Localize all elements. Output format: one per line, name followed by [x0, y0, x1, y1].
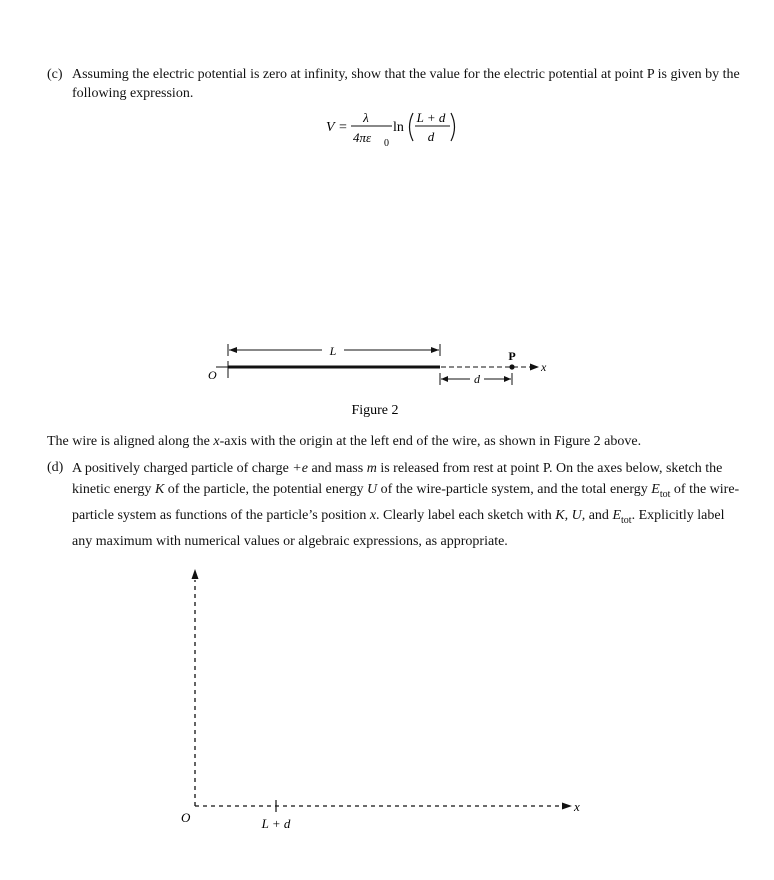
- mass-symbol: m: [366, 461, 377, 476]
- figure-caption: Figure 2: [351, 403, 399, 418]
- gap-length-label: d: [474, 372, 480, 386]
- charge-symbol: +e: [292, 461, 308, 476]
- wire-sentence-x: x: [213, 434, 220, 449]
- part-d-label: (d): [47, 460, 64, 475]
- wire-sentence-before: The wire is aligned along the: [47, 434, 214, 449]
- k-symbol: K: [154, 482, 165, 497]
- l-plus-d-label: L + d: [261, 816, 291, 831]
- u-symbol: U: [366, 482, 378, 497]
- arg-denominator: d: [427, 129, 435, 144]
- point-p-label: P: [508, 349, 516, 363]
- coef-denominator: 4πε: [353, 130, 372, 145]
- part-c-text: Assuming the electric potential is zero at infinity, show that the value for the electric potential at point P is given by the following expression.: [72, 67, 740, 101]
- figure-x-label: x: [541, 360, 547, 374]
- energy-axis-arrow: [192, 569, 199, 579]
- part-d-t9: . Explicitly label any maximum with numerical values or algebraic expressions, as appropriate.: [72, 507, 725, 549]
- equation-equals: =: [339, 120, 347, 135]
- part-d-t7: . Clearly label each sketch with: [376, 507, 556, 523]
- e-tot-symbol: E: [651, 482, 660, 497]
- figure-origin-label: O: [208, 368, 217, 382]
- axes-origin-label: O: [181, 810, 191, 825]
- part-d-t6: of the wire-particle system as functions of the particle’s position: [72, 482, 740, 523]
- coef-numerator: λ: [363, 110, 369, 125]
- x-symbol: x: [369, 507, 377, 523]
- wire-sentence-after: -axis with the origin at the left end of the wire, as shown in Figure 2 above.: [219, 434, 642, 449]
- e-tot-subscript-2: tot: [621, 514, 632, 526]
- coef-denominator-sub: 0: [384, 138, 389, 149]
- part-d-t1: A positively charged particle of charge: [72, 461, 293, 476]
- part-d-t2: and mass: [307, 461, 367, 476]
- part-d-t5: of the wire-particle system, and the total energy: [377, 482, 652, 497]
- part-d-t3: is released from rest at point P. On the axes below, sketch the kinetic energy: [72, 461, 723, 497]
- part-c-label: (c): [47, 67, 63, 82]
- wire-length-label: L: [329, 344, 337, 358]
- axes-x-label: x: [574, 799, 580, 814]
- arg-numerator: L + d: [416, 110, 446, 125]
- e-tot-symbol-2: E: [612, 507, 621, 523]
- ln-function: ln: [393, 120, 404, 135]
- e-tot-subscript: tot: [659, 488, 671, 500]
- part-d-t4: of the particle, the potential energy: [164, 482, 367, 497]
- k-u-labels: K, U,: [555, 507, 586, 523]
- equation-lhs: V: [326, 120, 335, 135]
- position-axis-arrow: [562, 803, 572, 810]
- part-d-t8: and: [585, 507, 613, 523]
